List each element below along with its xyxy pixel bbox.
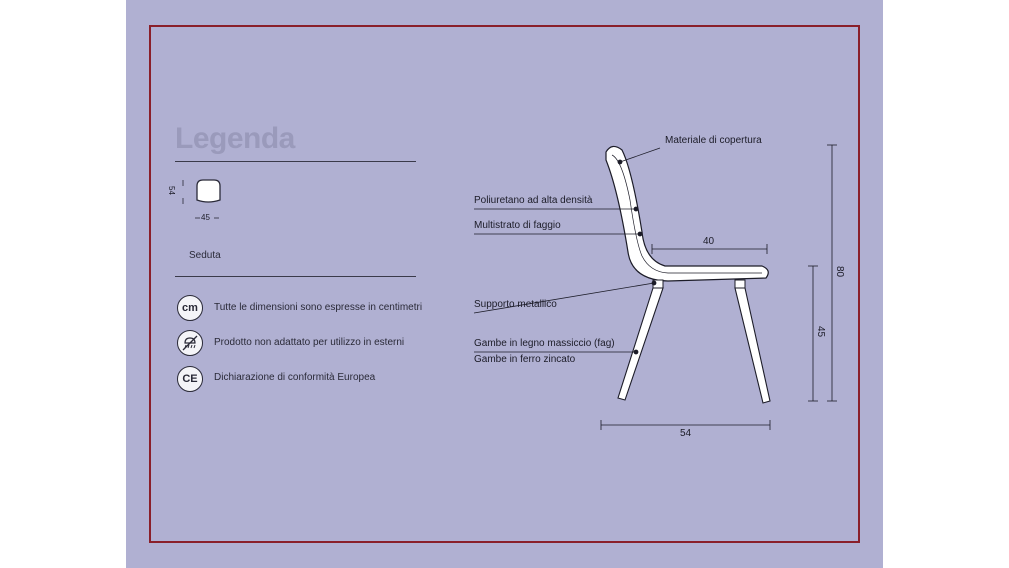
legend-item-not-outdoor: Prodotto non adattato per utilizzo in esterni <box>214 337 405 348</box>
chair-shell <box>606 146 768 281</box>
seat-label: Seduta <box>189 250 221 261</box>
seat-icon-depth: 54 <box>167 186 176 195</box>
callout-covering-material: Materiale di copertura <box>665 135 762 146</box>
dimension-seat-depth: 40 <box>703 236 715 247</box>
back-leg <box>735 288 770 403</box>
dimension-total-height: 80 <box>834 266 845 278</box>
callout-beech-plywood: Multistrato di faggio <box>474 220 561 231</box>
dimension-seat-height: 45 <box>815 326 826 338</box>
callout-hd-polyurethane: Poliuretano ad alta densità <box>474 195 593 206</box>
legend-title: Legenda <box>175 122 295 155</box>
callout-metal-support: Supporto metallico <box>474 299 557 310</box>
legend-item-centimeters: Tutte le dimensioni sono espresse in centimetri <box>214 302 423 313</box>
centimeter-icon: cm <box>177 295 203 321</box>
dimension-base-depth: 54 <box>680 428 692 439</box>
seat-icon-width: 45 <box>201 213 210 222</box>
callout-wood-legs: Gambe in legno massiccio (fag) <box>474 338 615 349</box>
front-leg <box>618 288 663 400</box>
callout-steel-legs: Gambe in ferro zincato <box>474 354 576 365</box>
ce-mark-icon: CE <box>177 366 203 392</box>
legend-item-ce: Dichiarazione di conformità Europea <box>214 372 376 383</box>
